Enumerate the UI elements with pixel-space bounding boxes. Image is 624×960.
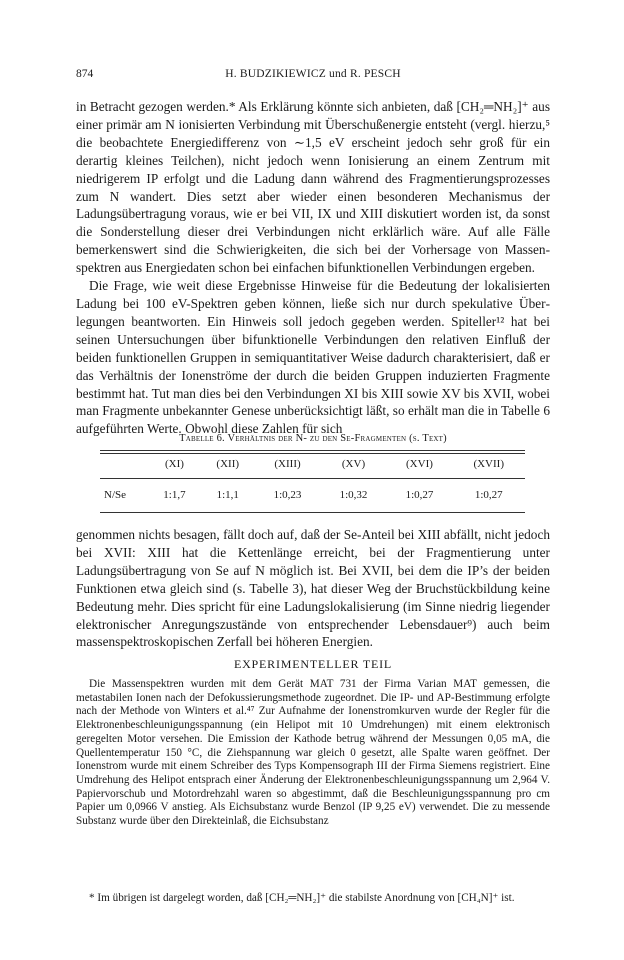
table-header-cell: (XVII)	[473, 458, 504, 470]
table-cell: 1:0,23	[273, 489, 302, 501]
table-header-cell: (XVI)	[406, 458, 433, 470]
table-caption: Tabelle 6. Verhältnis der N- zu den Se-Fragmenten (s. Text)	[179, 433, 447, 444]
paragraph-se-fraction: genommen nichts besagen, fällt doch auf, daß der Se-Anteil bei XIII abfällt, nicht jedoch bei XVII: XIII hat die Kettenlänge erreicht, bei der Fragmentierung unter Ladungsübertragung von Se auf N möglich ist. Bei XVII, bei dem die IP’s der beiden Funktionen etwa gleich sind (s. Tabelle 3), hat dieser Weg der Bruchstückbildung keine Bedeutung mehr. Dies spricht für eine Ladungslokalisierung (im Sinne niedrig liegender elektronischer Anregungszustände von entsprechender Lebensdauer⁹) auch beim massenspektroskopischen Zerfall bei höheren Energien.	[76, 527, 550, 650]
paragraph-spiteller: Die Frage, wie weit diese Ergebnisse Hinweise für die Bedeutung der lokalisierten Ladung bei 100 eV-Spektren geben können, ließe sich nur durch spekulative Überlegungen beantworten. Ein Hinweis soll jedoch gegeben werden. Spiteller¹² hat bei seinen Untersuchungen über bifunktionelle Verbindungen den relativen Einfluß der beiden funktionellen Gruppen in semiquantitativer Weise dadurch charakterisiert, daß er das Verhältnis der Ionenströme der durch die beiden Gruppen induzierten Fragmente bestimmt hat. Tut man dies bei den Verbindungen XI bis XIII sowie XV bis XVII, wobei man Fragmente unbekannter Genese unberücksichtigt läßt, so erhält man die in Tabelle 6 aufgeführten Werte. Obwohl diese Zahlen für sich	[76, 278, 550, 437]
section-heading: EXPERIMENTELLER TEIL	[233, 657, 393, 671]
table-header-cell: (XV)	[341, 458, 366, 470]
table-header-cell: (XII)	[216, 458, 240, 470]
table-cell: 1:0,27	[405, 489, 434, 501]
experimental-text: Die Massenspektren wurden mit dem Gerät MAT 731 der Firma Varian MAT gemessen, die metastabilen Ionen nach der Defokussierungsmethode zugeordnet. Die IP- und AP-Bestimmung erfolgte nach der Methode von Winters et al.⁴⁷ Zur Aufnahme der Ionenstromkurven wurde der Regler für die Elektronenbeschleunigungsspannung (ein Helipot mit 10 Umdrehungen) mit einem elektronisch geregelten Motor versehen. Die Emission der Kathode betrug während der Messungen 0,05 mA, die Quellentemperatur 150 °C, die Ziehspannung war gleich 0 gesetzt, alle Spalte waren geöffnet. Der Ionenstrom wurde mit einem Schreiber des Typs Kompensograph III der Firma Siemens registriert. Eine Umdrehung des Helipot entsprach einer Änderung der Elektronenbeschleunigungsspannung um 2,964 V. Papiervorschub und Motordrehzahl waren so abgestimmt, daß die Beschleunigungsspannung pro cm Papier um 0,0966 V anstieg. Als Eichsubstanz wurde Benzol (IP 9,25 eV) verwendet. Die zu messende Substanz wurde über den Direkteinlaß, die Eichsubstanz	[76, 678, 550, 828]
table-rule-bottom	[100, 512, 525, 513]
table-cell: 1:1,1	[216, 489, 239, 501]
body-text-upper	[76, 98, 550, 438]
table-row-label: N/Se	[104, 489, 126, 501]
table-header-row	[100, 450, 525, 478]
table-header-cell	[100, 450, 148, 478]
table-cell: 1:1,7	[163, 489, 186, 501]
fragment-ratio-table	[100, 450, 525, 512]
body-text-lower	[76, 526, 550, 651]
author-line: H. BUDZIKIEWICZ und R. PESCH	[225, 68, 401, 80]
paragraph-charge-transfer: in Betracht gezogen werden.* Als Erklärung könnte sich anbieten, daß [CH₂═NH₂]⁺ aus einer primär am N ionisierten Verbindung mit Überschußenergie entsteht (vergl. hierzu,⁵ die beobachtete Energiedifferenz von ∼1,5 eV erscheint jedoch sehr groß für ein derartig kleines Teilchen), nicht jedoch wenn Ionisierung an einem Zentrum mit niedrigerem IP erfolgt und die Ladung dann während des Fragmentierungsprozesses zum N wandert. Dies setzt aber wieder einen besonderen Mechanismus der Ladungsübertragung voraus, wie er bei VII, IX und XIII diskutiert worden ist, da sonst die Sonderstellung dieser drei Verbindungen nicht erklärlich wäre. Auf alle Fälle bemerkenswert sind die Schwierigkeiten, die sich bei der Vorhersage von Massenspektren aus Energiedaten schon bei einfachen bifunktionellen Verbindungen ergeben.	[76, 99, 550, 276]
page-number: 874	[76, 68, 94, 80]
table-header-cell: (XIII)	[274, 458, 301, 470]
running-header	[76, 68, 550, 84]
table-cell: 1:0,32	[339, 489, 368, 501]
table-cell: 1:0,27	[474, 489, 503, 501]
table-row	[100, 478, 525, 512]
footnote: * Im übrigen ist dargelegt worden, daß [CH₂═NH₂]⁺ die stabilste Anordnung von [CH₄N]⁺ ist.	[89, 892, 515, 904]
table-header-cell: (XI)	[164, 458, 184, 470]
